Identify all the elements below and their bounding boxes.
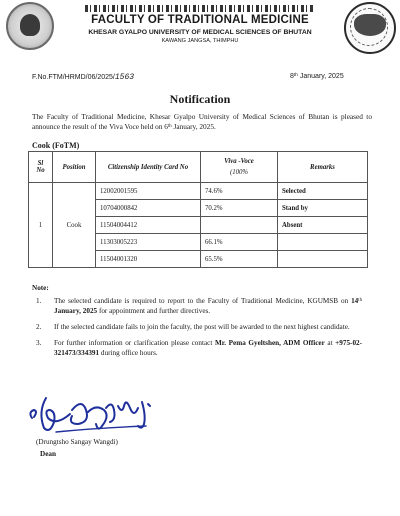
- file-number: F.No.FTM/HRMD/06/2025/1563: [32, 73, 135, 82]
- signatory-name: (Drungtsho Sangay Wangdi): [36, 438, 118, 446]
- header-viva-sub: (100%: [229, 169, 249, 176]
- cid-cell: 11303005223: [96, 234, 201, 251]
- signatory-title: Dean: [40, 450, 56, 458]
- notification-title: Notification: [169, 92, 231, 106]
- dzongkha-script: [85, 5, 315, 12]
- results-table: [28, 151, 368, 268]
- signature-image: [26, 392, 176, 438]
- viva-cell: 70.2%: [201, 200, 278, 217]
- remark-cell: [278, 251, 368, 268]
- position-cell: Cook: [53, 183, 96, 268]
- university-heading: KHESAR GYALPO UNIVERSITY OF MEDICAL SCIENCES OF BHUTAN: [88, 29, 312, 36]
- header-viva-voce: Viva -Voce (100%: [201, 152, 278, 183]
- cid-cell: 11504004412: [96, 217, 201, 234]
- faculty-heading: FACULTY OF TRADITIONAL MEDICINE: [91, 14, 309, 26]
- header-sl-no: Sl No: [29, 152, 53, 183]
- remark-cell: Selected: [278, 183, 368, 200]
- header-position: Position: [53, 152, 96, 183]
- faculty-logo: [344, 2, 396, 54]
- table-header-row: [29, 152, 368, 183]
- note-item: 1. The selected candidate is required to report to the Faculty of Traditional Medicine, KGUMSB on 14th January, 2025 for appointment and further directives.: [36, 297, 362, 315]
- header-cid: Citizenship Identity Card No: [96, 152, 201, 183]
- issue-date: 8th January, 2025: [290, 73, 344, 80]
- sl-number: 1: [29, 183, 53, 268]
- viva-cell: [201, 217, 278, 234]
- remark-cell: [278, 234, 368, 251]
- cid-cell: 10704000842: [96, 200, 201, 217]
- viva-cell: 65.5%: [201, 251, 278, 268]
- handwritten-number: 1563: [114, 73, 135, 82]
- section-title: Cook (FoTM): [32, 141, 80, 150]
- remark-cell: Stand by: [278, 200, 368, 217]
- table-row: [29, 183, 368, 200]
- remark-cell: Absent: [278, 217, 368, 234]
- notes-list: [36, 296, 362, 364]
- viva-cell: 74.6%: [201, 183, 278, 200]
- university-logo: [6, 2, 54, 50]
- intro-paragraph: The Faculty of Traditional Medicine, Khesar Gyalpo University of Medical Sciences of Bhutan is pleased to announce the result of the Viva Voce held on 6th January, 2025.: [32, 112, 372, 131]
- note-item: 3. For further information or clarification please contact Mr. Pema Gyeltshen, ADM Officer at +975-02- 321473/334391 during office hours.: [36, 339, 363, 357]
- note-heading: Note:: [32, 284, 49, 292]
- header-remarks: Remarks: [278, 152, 368, 183]
- note-item: 2. If the selected candidate fails to join the faculty, the post will be awarded to the next highest candidate.: [36, 323, 350, 331]
- cid-cell: 11504001320: [96, 251, 201, 268]
- address-heading: KAWANG JANGSA, THIMPHU: [161, 38, 239, 44]
- cid-cell: 12002001595: [96, 183, 201, 200]
- viva-cell: 66.1%: [201, 234, 278, 251]
